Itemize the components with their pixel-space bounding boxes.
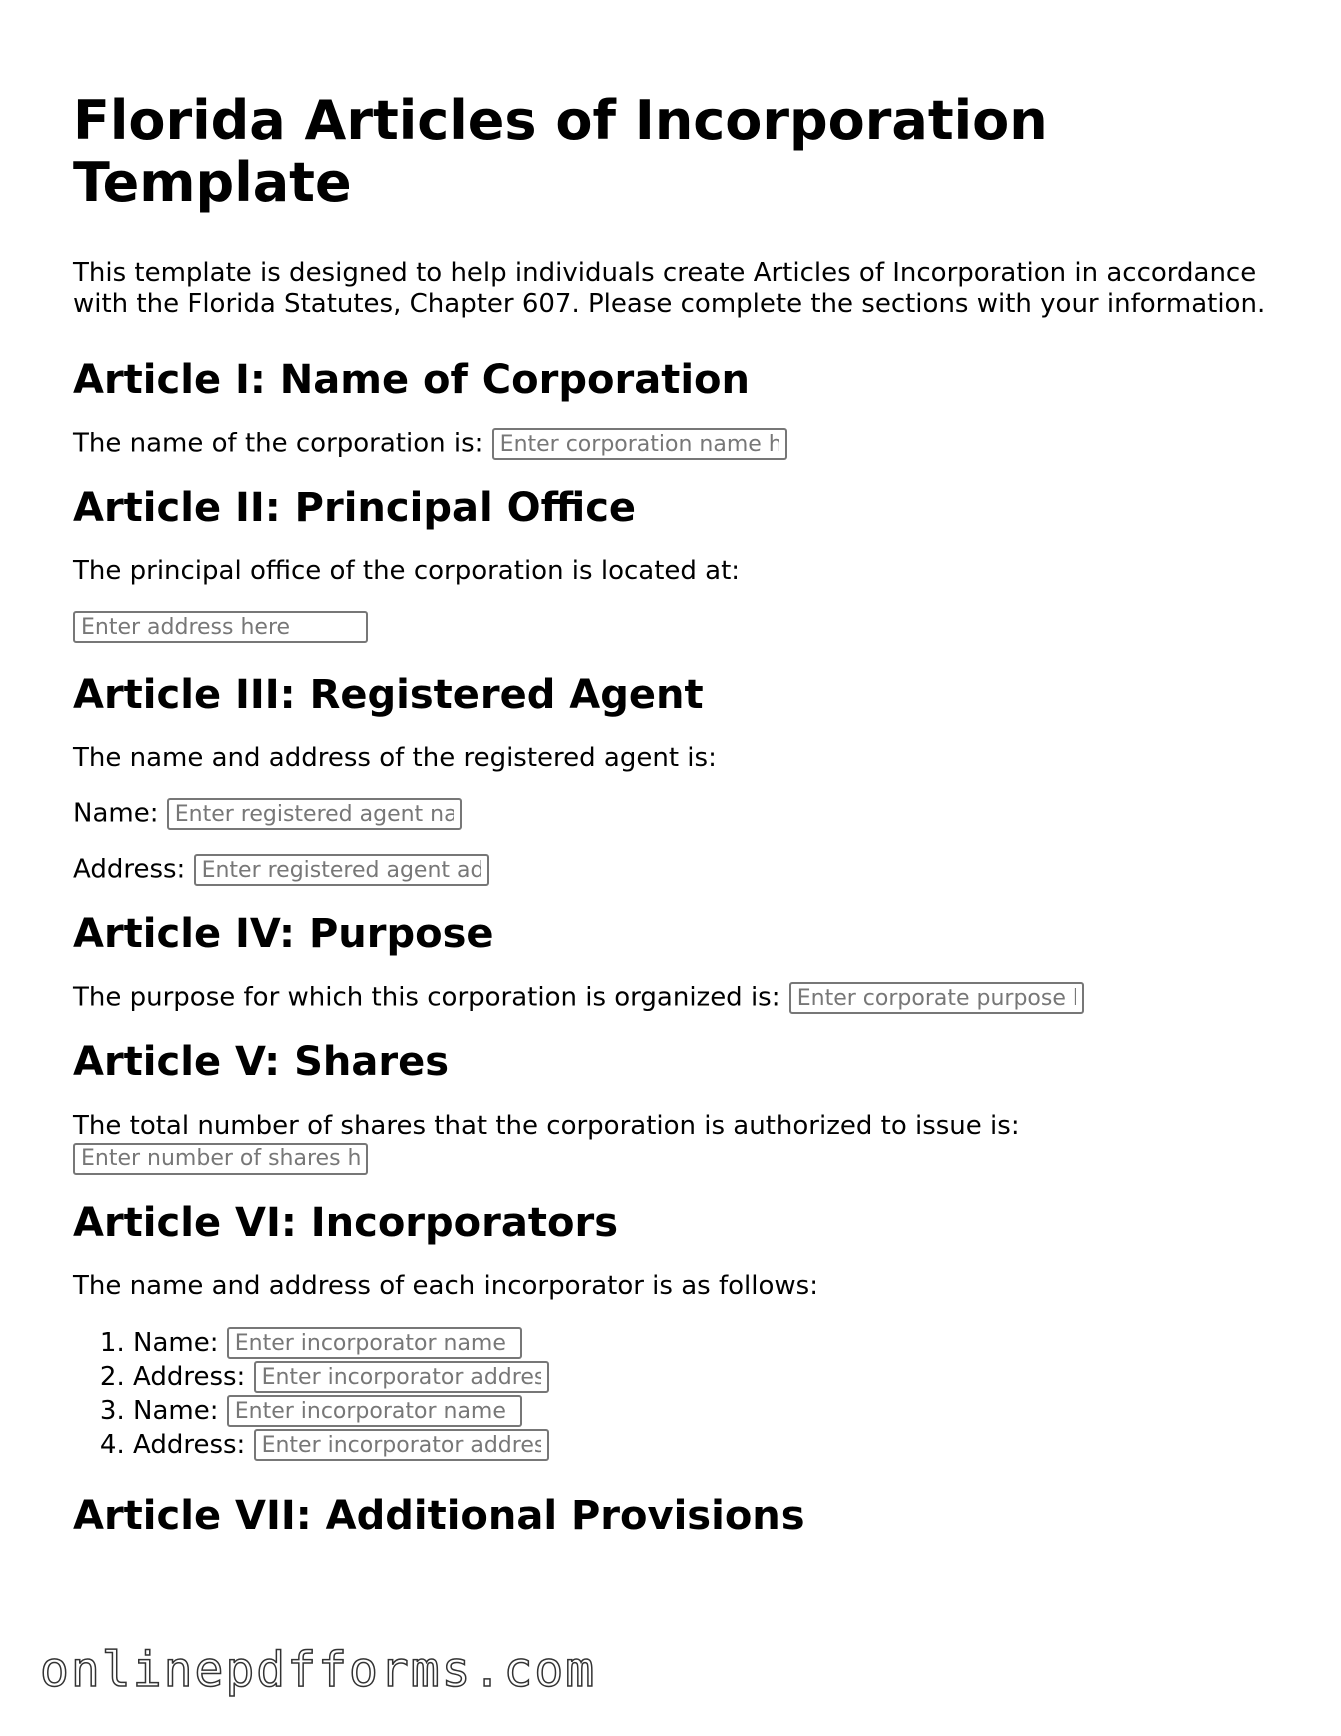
- purpose-line: [73, 982, 1273, 1014]
- article-4-heading: Article IV: Purpose: [73, 911, 494, 957]
- page-title: Florida Articles of Incorporation Template: [73, 89, 1048, 214]
- purpose-input[interactable]: [789, 982, 1084, 1014]
- watermark: onlinepdfforms.com: [40, 1642, 597, 1698]
- article-2-input-line: [73, 611, 1273, 643]
- list-item: [133, 1394, 1273, 1428]
- incorporator-name-label: Name:: [133, 1327, 219, 1358]
- agent-address-line: [73, 854, 1273, 886]
- registered-agent-text: The name and address of the registered agent is:: [73, 743, 717, 773]
- shares-input[interactable]: [73, 1143, 368, 1175]
- agent-name-label: Name:: [73, 798, 159, 829]
- list-item: [133, 1360, 1273, 1394]
- shares-label: The total number of shares that the corporation is authorized to issue is:: [73, 1111, 1020, 1141]
- article-5-heading: Article V: Shares: [73, 1039, 450, 1085]
- principal-address-input[interactable]: [73, 611, 368, 643]
- intro-text: This template is designed to help individuals create Articles of Incorporation in accordance with the Florida Statutes, Chapter 607. Please complete the sections with your information.: [73, 258, 1266, 319]
- incorporator-1-address-input[interactable]: [254, 1361, 549, 1393]
- shares-line: [73, 1110, 1273, 1175]
- list-item: [133, 1428, 1273, 1462]
- incorporator-address-label: Address:: [133, 1361, 246, 1392]
- article-6-heading: Article VI: Incorporators: [73, 1199, 618, 1246]
- agent-name-input[interactable]: [167, 798, 462, 830]
- incorporator-2-name-input[interactable]: [227, 1395, 522, 1427]
- principal-office-text: The principal office of the corporation is located at:: [73, 556, 741, 586]
- article-2-heading: Article II: Principal Office: [73, 485, 637, 531]
- incorporators-text: The name and address of each incorporator is as follows:: [73, 1270, 818, 1301]
- agent-name-line: [73, 798, 1273, 830]
- article-1-heading: Article I: Name of Corporation: [73, 357, 750, 403]
- corporation-name-label: The name of the corporation is:: [73, 428, 484, 459]
- incorporator-1-name-input[interactable]: [227, 1327, 522, 1359]
- incorporator-address-label: Address:: [133, 1429, 246, 1460]
- corporation-name-input[interactable]: [492, 428, 787, 460]
- incorporator-list: [73, 1326, 1273, 1462]
- list-item: [133, 1326, 1273, 1360]
- purpose-label: The purpose for which this corporation is organized is:: [73, 982, 781, 1013]
- article-3-heading: Article III: Registered Agent: [73, 672, 704, 718]
- document: [73, 90, 1273, 1564]
- agent-address-input[interactable]: [194, 854, 489, 886]
- article-7-heading: Article VII: Additional Provisions: [73, 1492, 805, 1539]
- article-1-line: [73, 428, 1273, 460]
- incorporator-2-address-input[interactable]: [254, 1429, 549, 1461]
- agent-address-label: Address:: [73, 854, 186, 885]
- incorporator-name-label: Name:: [133, 1395, 219, 1426]
